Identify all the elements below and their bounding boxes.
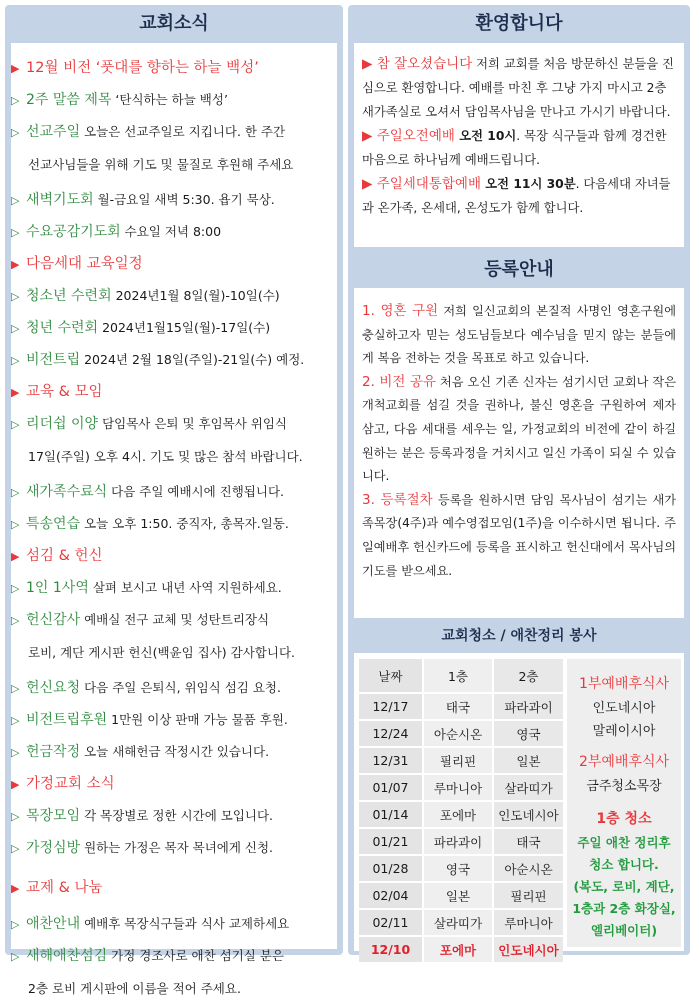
triangle-icon: ▶ bbox=[362, 176, 377, 192]
meal2-title: 2부예배후식사 bbox=[578, 754, 670, 770]
list-item bbox=[11, 482, 337, 503]
floor2-cell: 루마니아 bbox=[493, 909, 563, 936]
floor1-cleaning-line: 엘리베이터) bbox=[590, 923, 658, 938]
floor2-cell: 인도네시아 bbox=[493, 936, 563, 963]
date-cell: 12/24 bbox=[359, 720, 423, 747]
list-item bbox=[11, 678, 337, 699]
item-text: 오늘 오후 1:50. 중직자, 총목자.일동. bbox=[84, 516, 289, 531]
date-cell: 01/14 bbox=[359, 801, 423, 828]
table-row bbox=[359, 693, 563, 720]
floor1-cell: 아순시온 bbox=[423, 720, 493, 747]
filled-triangle-icon: ▶ bbox=[11, 882, 20, 895]
registration-text-2: 처음 오신 기존 신자는 섬기시던 교회나 작은 개척교회를 섬길 것을 권하나, 불신 영혼을 구원하여 제자 삼고, 다음 세대를 세우는 일, 가정교회의 비전에 같이 하길 원하는 분은 등록과정을 거치시고 일신 가족이 되실 수 있습니다. bbox=[362, 374, 676, 484]
item-label: 1인 1사역 bbox=[26, 580, 89, 596]
item-text: ‘탄식하는 하늘 백성’ bbox=[115, 92, 228, 107]
item-label: 비전트립 bbox=[26, 352, 81, 368]
item-label: 가정심방 bbox=[26, 840, 81, 856]
filled-triangle-icon: ▶ bbox=[11, 386, 20, 399]
item-label: 새벽기도회 bbox=[26, 192, 94, 208]
outline-triangle-icon: ▷ bbox=[11, 418, 20, 431]
registration-paragraph-1 bbox=[362, 300, 676, 371]
item-text-continued: 선교사님들을 위해 기도 및 물질로 후원해 주세요 bbox=[28, 157, 294, 172]
list-item bbox=[11, 578, 337, 599]
section-heading bbox=[11, 878, 337, 899]
table-row bbox=[359, 936, 563, 963]
floor1-cleaning-line: 1층과 2층 화장실, bbox=[572, 901, 676, 916]
item-text: 살펴 보시고 내년 사역 지원하세요. bbox=[92, 580, 282, 595]
welcome-box bbox=[354, 43, 684, 247]
list-item bbox=[11, 286, 337, 307]
date-cell: 01/21 bbox=[359, 828, 423, 855]
floor2-cell: 인도네시아 bbox=[493, 801, 563, 828]
welcome-paragraph-3 bbox=[362, 172, 676, 220]
welcome-title: 환영합니다 bbox=[475, 13, 563, 34]
floor1-cleaning-line: (복도, 로비, 계단, bbox=[573, 879, 675, 894]
welcome-time-3: 오전 11시 30분 bbox=[481, 177, 576, 191]
item-label: 2주 말씀 제목 bbox=[26, 92, 112, 108]
registration-text-1: 저희 일신교회의 본질적 사명인 영혼구원에 충실하고자 믿는 성도님들보다 예수님을 믿지 않는 분들에게 복음 전하는 것을 목표로 하고 있습니다. bbox=[362, 304, 676, 366]
date-cell: 01/07 bbox=[359, 774, 423, 801]
table-row bbox=[359, 774, 563, 801]
floor1-cell: 파라과이 bbox=[423, 828, 493, 855]
outline-triangle-icon: ▷ bbox=[11, 322, 20, 335]
list-item bbox=[11, 946, 337, 999]
item-text: 1만원 이상 판매 가능 물품 후원. bbox=[111, 712, 288, 727]
date-cell: 02/04 bbox=[359, 882, 423, 909]
welcome-head-3: 주일세대통합예배 bbox=[376, 176, 482, 192]
item-text: 담임목사 은퇴 및 후임목사 위임식 bbox=[102, 416, 288, 431]
welcome-head-1: 참 잘오셨습니다 bbox=[376, 56, 473, 72]
welcome-text-1: 저희 교회를 처음 방문하신 분들을 진심으로 환영합니다. 예배를 마친 후 그냥 가지 마시고 2층 새가족실로 오셔서 담임목사님을 만나고 가시기 바랍니다. bbox=[362, 57, 674, 119]
floor2-cell: 영국 bbox=[493, 720, 563, 747]
floor2-cell: 일본 bbox=[493, 747, 563, 774]
floor2-cell: 아순시온 bbox=[493, 855, 563, 882]
floor1-cell: 포에마 bbox=[423, 936, 493, 963]
welcome-text-3: . 다음세대 자녀들과 온가족, 온세대, 온성도가 함께 합니다. bbox=[362, 177, 671, 215]
outline-triangle-icon: ▷ bbox=[11, 354, 20, 367]
registration-box bbox=[354, 288, 684, 618]
registration-title: 등록안내 bbox=[484, 259, 554, 280]
floor2-cell: 살라띠가 bbox=[493, 774, 563, 801]
outline-triangle-icon: ▷ bbox=[11, 290, 20, 303]
item-label: 비전트립후원 bbox=[26, 712, 108, 728]
welcome-time-2: 오전 10시 bbox=[454, 129, 517, 143]
section-heading bbox=[11, 254, 337, 275]
section-label: 다음세대 교육일정 bbox=[26, 256, 143, 272]
outline-triangle-icon: ▷ bbox=[11, 194, 20, 207]
outline-triangle-icon: ▷ bbox=[11, 582, 20, 595]
list-item bbox=[11, 806, 337, 827]
floor2-cell: 파라과이 bbox=[493, 693, 563, 720]
floor2-cell: 태국 bbox=[493, 828, 563, 855]
registration-text-3: 등록을 원하시면 담임 목사님이 섬기는 새가족목장(4주)과 예수영접모임(1주)을 이수하시면 됩니다. 주일예배후 헌신카드에 등록을 표시하고 헌신대에서 목사님의 기도를 받으세요. bbox=[362, 492, 676, 578]
item-text: 원하는 가정은 목자 목녀에게 신청. bbox=[84, 840, 274, 855]
item-text: 수요일 저녁 8:00 bbox=[124, 224, 222, 239]
list-item bbox=[11, 414, 337, 467]
outline-triangle-icon: ▷ bbox=[11, 714, 20, 727]
item-label: 헌신요청 bbox=[26, 680, 81, 696]
registration-head-3: 3. 등록절차 bbox=[362, 491, 433, 508]
registration-head-2: 2. 비전 공유 bbox=[362, 373, 436, 390]
section-label: 교육 & 모임 bbox=[26, 384, 103, 400]
item-label: 새해애찬섬김 bbox=[26, 948, 108, 964]
outline-triangle-icon: ▷ bbox=[11, 950, 20, 963]
outline-triangle-icon: ▷ bbox=[11, 842, 20, 855]
filled-triangle-icon: ▶ bbox=[11, 62, 20, 75]
list-item bbox=[11, 350, 337, 371]
meal1-title: 1부예배후식사 bbox=[578, 676, 670, 692]
table-row bbox=[359, 882, 563, 909]
date-cell: 12/10 bbox=[359, 936, 423, 963]
list-item bbox=[11, 190, 337, 211]
item-text: 예배후 목장식구들과 식사 교제하세요 bbox=[84, 916, 290, 931]
item-text-continued: 2층 로비 게시판에 이름을 적어 주세요. bbox=[28, 981, 241, 996]
outline-triangle-icon: ▷ bbox=[11, 682, 20, 695]
item-label: 리더쉽 이양 bbox=[26, 416, 99, 432]
floor2-cell: 필리핀 bbox=[493, 882, 563, 909]
outline-triangle-icon: ▷ bbox=[11, 810, 20, 823]
cleaning-table bbox=[359, 659, 563, 964]
header-floor2: 2층 bbox=[493, 659, 563, 693]
date-cell: 12/17 bbox=[359, 693, 423, 720]
item-text-continued: 로비, 계단 게시판 헌신(백윤임 집사) 감사합니다. bbox=[28, 645, 295, 660]
meal1-group-b: 말레이시아 bbox=[592, 724, 656, 739]
item-label: 청년 수련회 bbox=[26, 320, 99, 336]
table-row bbox=[359, 855, 563, 882]
table-row bbox=[359, 801, 563, 828]
table-row bbox=[359, 828, 563, 855]
welcome-head-2: 주일오전예배 bbox=[376, 128, 455, 144]
date-cell: 12/31 bbox=[359, 747, 423, 774]
item-text: 다음 주일 은퇴식, 위임식 섬김 요청. bbox=[84, 680, 281, 695]
section-label: 섬김 & 헌신 bbox=[26, 548, 103, 564]
item-text: 2024년1월 8일(월)-10일(수) bbox=[115, 288, 280, 303]
item-label: 헌신감사 bbox=[26, 612, 81, 628]
outline-triangle-icon: ▷ bbox=[11, 918, 20, 931]
date-cell: 01/28 bbox=[359, 855, 423, 882]
outline-triangle-icon: ▷ bbox=[11, 126, 20, 139]
meal-duty-box bbox=[567, 659, 681, 947]
item-text: 월-금요일 새벽 5:30. 욥기 묵상. bbox=[97, 192, 275, 207]
floor1-cell: 포에마 bbox=[423, 801, 493, 828]
item-text: 다음 주일 예배시에 진행됩니다. bbox=[111, 484, 285, 499]
section-heading bbox=[11, 774, 337, 795]
church-news-list bbox=[11, 43, 337, 996]
outline-triangle-icon: ▷ bbox=[11, 486, 20, 499]
filled-triangle-icon: ▶ bbox=[11, 778, 20, 791]
item-label: 헌금작정 bbox=[26, 744, 81, 760]
registration-head-1: 1. 영혼 구원 bbox=[362, 303, 439, 319]
church-news-panel bbox=[5, 5, 343, 996]
item-text: 2024년1월15일(월)-17일(수) bbox=[102, 320, 271, 335]
table-row bbox=[359, 909, 563, 936]
header-floor1: 1층 bbox=[423, 659, 493, 693]
registration-paragraph-3 bbox=[362, 489, 676, 583]
table-row bbox=[359, 747, 563, 774]
section-label: 가정교회 소식 bbox=[26, 776, 115, 792]
item-text-continued: 17일(주일) 오후 4시. 기도 및 많은 참석 바랍니다. bbox=[28, 449, 303, 464]
list-item bbox=[11, 90, 337, 111]
item-text: 예배실 전구 교체 및 성탄트리장식 bbox=[84, 612, 270, 627]
item-text: 오늘 새해헌금 작정시간 있습니다. bbox=[84, 744, 270, 759]
outline-triangle-icon: ▷ bbox=[11, 746, 20, 759]
church-news-title: 교회소식 bbox=[139, 13, 209, 34]
item-text: 가정 경조사로 애찬 섬기실 분은 bbox=[111, 948, 285, 963]
list-item bbox=[11, 838, 337, 859]
section-heading bbox=[11, 546, 337, 567]
item-label: 새가족수료식 bbox=[26, 484, 108, 500]
item-text: 2024년 2월 18일(주일)-21일(수) 예정. bbox=[84, 352, 305, 367]
list-item bbox=[11, 610, 337, 663]
outline-triangle-icon: ▷ bbox=[11, 226, 20, 239]
outline-triangle-icon: ▷ bbox=[11, 518, 20, 531]
meal1-group-a: 인도네시아 bbox=[592, 701, 656, 716]
header-date: 날짜 bbox=[359, 659, 423, 693]
section-heading bbox=[11, 58, 337, 79]
welcome-paragraph-1 bbox=[362, 52, 676, 124]
floor1-cell: 태국 bbox=[423, 693, 493, 720]
welcome-text-2: . 목장 식구들과 함께 경건한 마음으로 하나님께 예배드립니다. bbox=[362, 129, 667, 167]
filled-triangle-icon: ▶ bbox=[11, 550, 20, 563]
right-column bbox=[348, 5, 690, 958]
cleaning-title: 교회청소 / 애찬정리 봉사 bbox=[441, 628, 597, 644]
list-item bbox=[11, 914, 337, 935]
registration-paragraph-2 bbox=[362, 371, 676, 489]
section-label: 12월 비전 ‘풋대를 향하는 하늘 백성’ bbox=[26, 60, 259, 76]
item-label: 애찬안내 bbox=[26, 916, 81, 932]
triangle-icon: ▶ bbox=[362, 128, 377, 144]
section-heading bbox=[11, 382, 337, 403]
floor1-cleaning-title: 1층 청소 bbox=[596, 811, 652, 827]
floor1-cell: 살라띠가 bbox=[423, 909, 493, 936]
item-label: 선교주일 bbox=[26, 124, 81, 140]
floor1-cell: 일본 bbox=[423, 882, 493, 909]
floor1-cleaning-line: 청소 합니다. bbox=[589, 857, 659, 872]
table-row bbox=[359, 720, 563, 747]
list-item bbox=[11, 514, 337, 535]
date-cell: 02/11 bbox=[359, 909, 423, 936]
floor1-cleaning-line: 주일 애찬 정리후 bbox=[577, 835, 671, 850]
floor1-cell: 루마니아 bbox=[423, 774, 493, 801]
section-label: 교제 & 나눔 bbox=[26, 880, 103, 896]
filled-triangle-icon: ▶ bbox=[11, 258, 20, 271]
list-item bbox=[11, 122, 337, 175]
list-item bbox=[11, 710, 337, 731]
floor1-cell: 영국 bbox=[423, 855, 493, 882]
list-item bbox=[11, 318, 337, 339]
welcome-paragraph-2 bbox=[362, 124, 676, 172]
meal2-group: 금주청소목장 bbox=[586, 779, 662, 794]
item-text: 오늘은 선교주일로 지킵니다. 한 주간 bbox=[84, 124, 286, 139]
item-label: 특송연습 bbox=[26, 516, 81, 532]
item-text: 각 목장별로 정한 시간에 모입니다. bbox=[84, 808, 274, 823]
list-item bbox=[11, 742, 337, 763]
cleaning-box bbox=[354, 653, 684, 958]
outline-triangle-icon: ▷ bbox=[11, 94, 20, 107]
floor1-cell: 필리핀 bbox=[423, 747, 493, 774]
item-label: 수요공감기도회 bbox=[26, 224, 121, 240]
triangle-icon: ▶ bbox=[362, 56, 377, 72]
list-item bbox=[11, 222, 337, 243]
item-label: 목장모임 bbox=[26, 808, 81, 824]
item-label: 청소년 수련회 bbox=[26, 288, 112, 304]
outline-triangle-icon: ▷ bbox=[11, 614, 20, 627]
